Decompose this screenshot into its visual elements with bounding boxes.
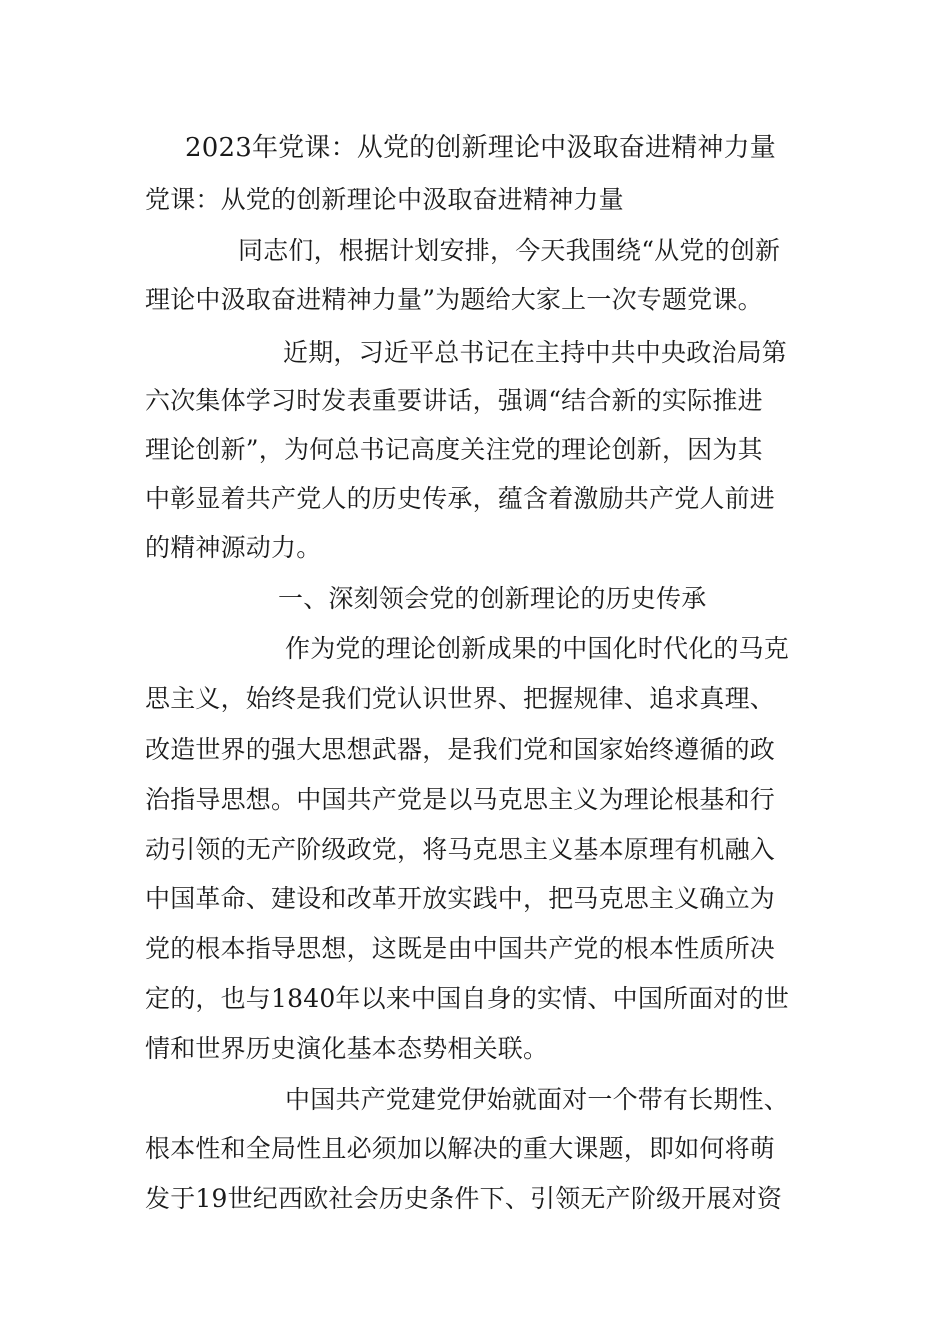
paragraph-line: 理论中汲取奋进精神力量”为题给大家上一次专题党课。 xyxy=(145,285,763,314)
document-title: 2023年党课：从党的创新理论中汲取奋进精神力量 xyxy=(185,133,776,163)
paragraph-line: 近期，习近平总书记在主持中共中央政治局第 xyxy=(283,338,788,367)
paragraph-line: 思主义，始终是我们党认识世界、把握规律、追求真理、 xyxy=(145,684,776,713)
paragraph-line: 中彰显着共产党人的历史传承，蕴含着激励共产党人前进 xyxy=(145,484,776,513)
paragraph-line: 六次集体学习时发表重要讲话，强调“结合新的实际推进 xyxy=(145,386,763,415)
paragraph-line: 根本性和全局性且必须加以解决的重大课题，即如何将萌 xyxy=(145,1134,776,1163)
paragraph-line: 中国共产党建党伊始就面对一个带有长期性、 xyxy=(285,1085,790,1114)
paragraph-line: 改造世界的强大思想武器，是我们党和国家始终遵循的政 xyxy=(145,735,776,764)
paragraph-line: 党的根本指导思想，这既是由中国共产党的根本性质所决 xyxy=(145,934,776,963)
paragraph-line: 同志们，根据计划安排，今天我围绕“从党的创新 xyxy=(238,236,781,265)
section-heading: 一、深刻领会党的创新理论的历史传承 xyxy=(278,584,707,613)
paragraph-line: 定的，也与1840年以来中国自身的实情、中国所面对的世 xyxy=(145,984,790,1013)
paragraph-line: 治指导思想。中国共产党是以马克思主义为理论根基和行 xyxy=(145,785,776,814)
document-subtitle: 党课：从党的创新理论中汲取奋进精神力量 xyxy=(145,185,624,214)
paragraph-line: 中国革命、建设和改革开放实践中，把马克思主义确立为 xyxy=(145,884,776,913)
paragraph-line: 情和世界历史演化基本态势相关联。 xyxy=(145,1034,549,1063)
paragraph-line: 发于19世纪西欧社会历史条件下、引领无产阶级开展对资 xyxy=(145,1184,783,1213)
paragraph-line: 动引领的无产阶级政党，将马克思主义基本原理有机融入 xyxy=(145,835,776,864)
paragraph-line: 作为党的理论创新成果的中国化时代化的马克 xyxy=(285,634,790,663)
paragraph-line: 的精神源动力。 xyxy=(145,533,322,562)
paragraph-line: 理论创新”，为何总书记高度关注党的理论创新，因为其 xyxy=(145,435,763,464)
